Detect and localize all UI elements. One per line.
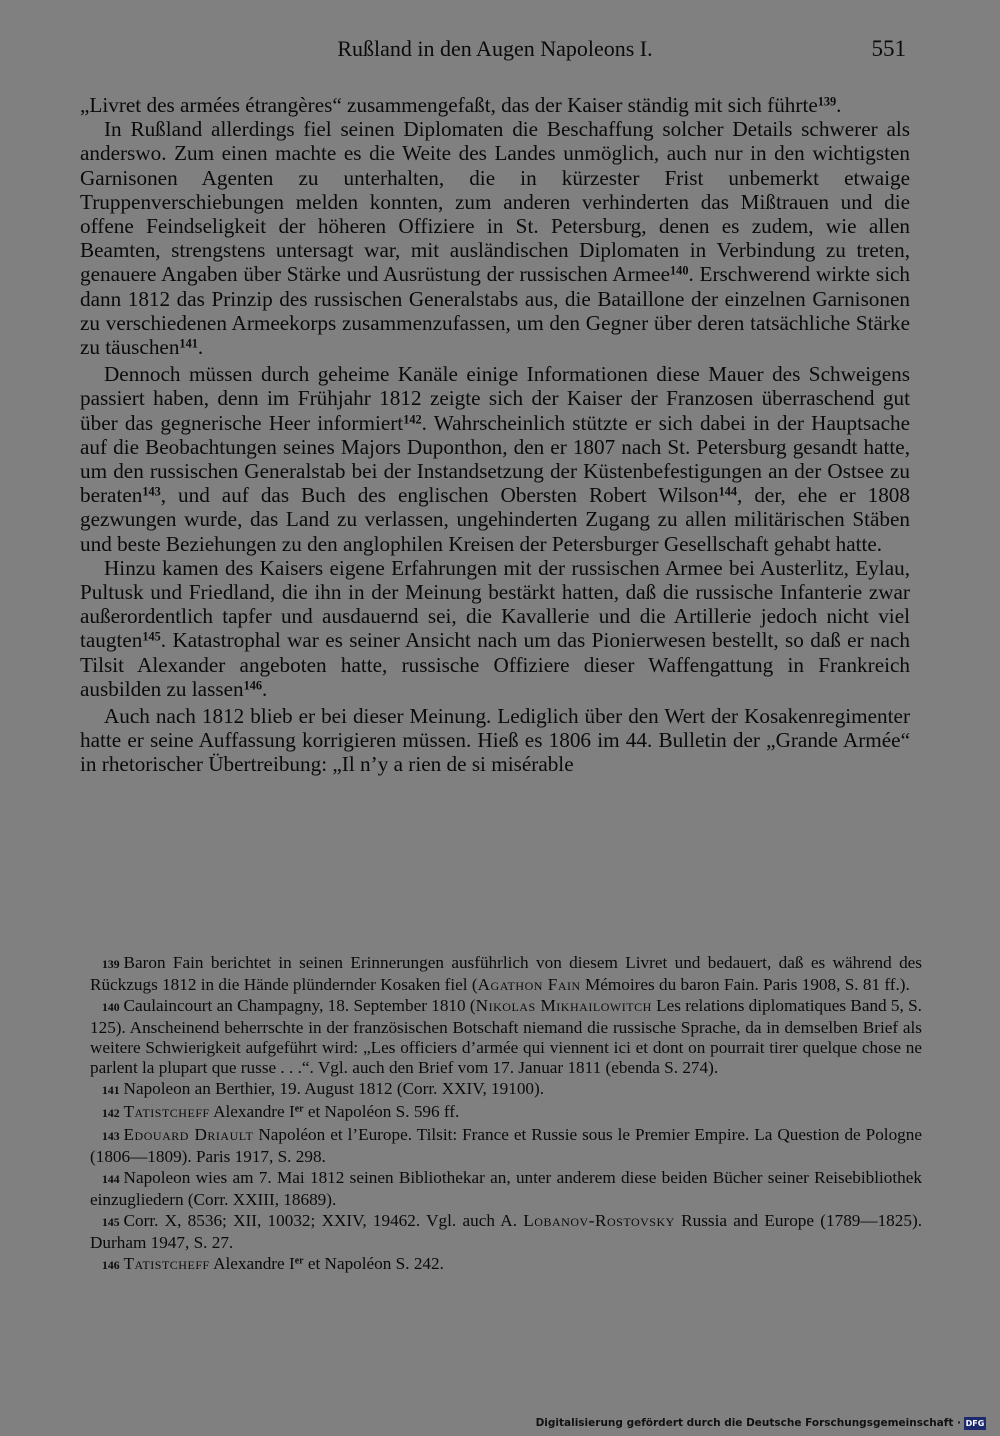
- paragraph: Hinzu kamen des Kaisers eigene Erfahrungen mit der russischen Armee bei Austerlitz, Eylau, Pultusk und Friedland, die ihn in der Meinung bestärkt hatten, daß die russische Infanterie zwar außerordentlich tapfer und ausdauernd sei, die Kavallerie und die Artillerie jedoch nicht viel taugten$^{145}$. Katastrophal war es seiner Ansicht nach um das Pionierwesen bestellt, so daß er nach Tilsit Alexander angeboten hatte, russische Offiziere dieser Waffengattung in Frankreich ausbilden zu lassen$^{146}$.: [80, 555, 910, 701]
- footnote: 142 Tatistcheff Alexandre Ier et Napoléon S. 596 ff.: [102, 1102, 460, 1121]
- paragraph: Auch nach 1812 blieb er bei dieser Meinung. Lediglich über den Wert der Kosakenregimenter hatte er seine Auffassung korrigieren müssen. Hieß es 1806 im 44. Bulletin der „Grande Armée“ in rhetorischer Übertreibung: „Il n’y a rien de si misérable: [80, 704, 910, 777]
- body-text: [80, 93, 910, 777]
- footnote: 140 Caulaincourt an Champagny, 18. September 1810 (Nikolas Mikhailowitch Les relations diplomatiques Band 5, S. 125). Anscheinend beherrschte in der französischen Botschaft niemand die russische Sprache, da in demselben Brief als weitere Schwierigkeit aufgeführt wird: „Les officiers d’armée qui viennent ici et dont on pourrait tirer quelque chose ne parlent la plupart que russe . . .“. Vgl. auch den Brief vom 17. Januar 1811 (ebenda S. 274).: [90, 996, 922, 1077]
- footnote-ref: 139: [817, 94, 837, 109]
- footnote-ref: 142: [403, 411, 422, 426]
- footnote: 139 Baron Fain berichtet in seinen Erinnerungen ausführlich von diesem Livret und bedauert, daß es während des Rückzugs 1812 in die Hände plündernder Kosaken fiel (Agathon Fain Mémoires du baron Fain. Paris 1908, S. 81 ff.).: [90, 953, 922, 994]
- footnote-number: 139: [102, 958, 120, 971]
- footnote-number: 143: [102, 1130, 120, 1143]
- footnote-ref: 140: [670, 263, 689, 278]
- footnote: 144 Napoleon wies am 7. Mai 1812 seinen Bibliothekar an, unter anderem diese beiden Bücher seiner Reisebibliothek einzugliedern (Corr. XXIII, 18689).: [90, 1168, 922, 1209]
- page-number: 551: [871, 36, 906, 61]
- footnote-ref: 144: [718, 484, 738, 499]
- page-header: [80, 36, 910, 70]
- footnote-number: 140: [102, 1001, 120, 1014]
- dfg-logo-icon: DFG: [965, 1418, 985, 1428]
- footnote-ref: 145: [142, 629, 161, 644]
- footnote-number: 141: [102, 1084, 120, 1097]
- footnote-number: 146: [102, 1259, 120, 1272]
- footnote-number: 142: [102, 1107, 120, 1120]
- credit-text: Digitalisierung gefördert durch die Deutsche Forschungsgemeinschaft ·: [535, 1417, 961, 1429]
- paragraph: „Livret des armées étrangères“ zusammengefaßt, das der Kaiser ständig mit sich führte$^{139}$.: [80, 93, 842, 117]
- footnote-ref: 141: [179, 336, 198, 351]
- footnote: 143 Edouard Driault Napoléon et l’Europe. Tilsit: France et Russie sous le Premier Empire. La Question de Pologne (1806—1809). Paris 1917, S. 298.: [90, 1125, 922, 1166]
- footnote-number: 145: [102, 1216, 120, 1229]
- footnote: 146 Tatistcheff Alexandre Ier et Napoléon S. 242.: [102, 1254, 444, 1273]
- footnote: 145 Corr. X, 8536; XII, 10032; XXIV, 19462. Vgl. auch A. Lobanov-Rostovsky Russia and Europe (1789—1825). Durham 1947, S. 27.: [90, 1211, 922, 1252]
- paragraph: Dennoch müssen durch geheime Kanäle einige Informationen diese Mauer des Schweigens passiert haben, denn im Frühjahr 1812 zeigte sich der Kaiser der Franzosen überraschend gut über das gegnerische Heer informiert$^{142}$. Wahrscheinlich stützte er sich dabei in der Hauptsache auf die Beobachtungen seines Majors Duponthon, den er 1807 nach St. Petersburg gesandt hatte, um den russischen Generalstab bei der Instandsetzung der Küstenbefestigungen an der Ostsee zu beraten$^{143}$, und auf das Buch des englischen Obersten Robert Wilson$^{144}$, der, ehe er 1808 gezwungen wurde, das Land zu verlassen, ungehinderten Zugang zu allen militärischen Stäben und beste Beziehungen zu den anglophilen Kreisen der Petersburger Gesellschaft gehabt hatte.: [80, 362, 911, 556]
- digitization-credit: [536, 1415, 986, 1431]
- footnote-ref: 143: [142, 484, 161, 499]
- footnote-ref: 146: [243, 678, 262, 693]
- footnote-number: 144: [102, 1173, 120, 1186]
- footnotes: [90, 953, 922, 1277]
- running-title: Rußland in den Augen Napoleons I.: [337, 36, 653, 61]
- paragraph: In Rußland allerdings fiel seinen Diplomaten die Beschaffung solcher Details schwerer als anderswo. Zum einen machte es die Weite des Landes unmöglich, auch nur in den wichtigsten Garnisonen Agenten zu unterhalten, die in kürzester Frist unbemerkt etwaige Truppenverschiebungen melden konnten, zum anderen verhinderten das Mißtrauen und die offene Feindseligkeit der höheren Offiziere in St. Petersburg, denen es zudem, wie allen Beamten, strengstens untersagt war, mit ausländischen Diplomaten in Verbindung zu treten, genauere Angaben über Stärke und Ausrüstung der russischen Armee$^{140}$. Erschwerend wirkte sich dann 1812 das Prinzip des russischen Generalstabs aus, die Bataillone der einzelnen Garnisonen zu verschiedenen Armeekorps zusammenzufassen, um den Gegner über deren tatsächliche Stärke zu täuschen$^{141}$.: [80, 117, 910, 360]
- footnote: 141 Napoleon an Berthier, 19. August 1812 (Corr. XXIV, 19100).: [102, 1079, 545, 1098]
